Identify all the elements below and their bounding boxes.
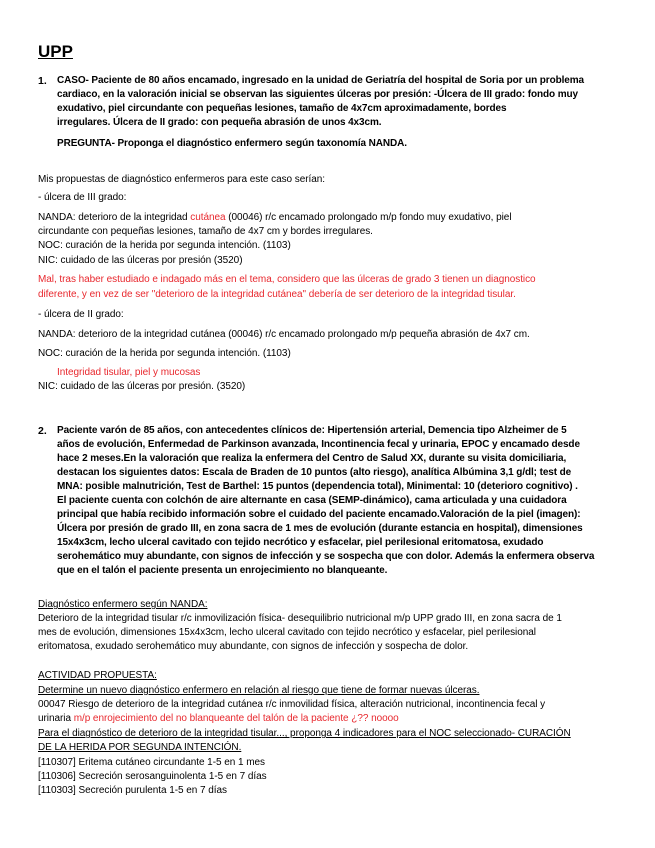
red-note: Integridad tisular, piel y mucosas (57, 367, 201, 378)
q1-case-line: irregulares. Úlcera de II grado: con pequeña abrasión de unos 4x3cm. (57, 117, 382, 128)
answer1-intro: Mis propuestas de diagnóstico enfermeros para este caso serían: (38, 174, 326, 185)
indicator-item: [110306] Secreción serosanguinolenta 1-5 en 7 días (38, 771, 267, 782)
indicator-item: [110303] Secreción purulenta 1-5 en 7 días (38, 785, 227, 796)
para-line-2: DE LA HERIDA POR SEGUNDA INTENCIÓN. (38, 742, 242, 753)
activity-heading: ACTIVIDAD PROPUESTA: (38, 670, 157, 681)
nanda3-line2: circundante con pequeñas lesiones, tamaño de 4x7 cm y bordes irregulares. (38, 226, 373, 237)
q2-line: El paciente cuenta con colchón de aire alternante en casa (SEMP-dinámico), cama articulada y una cuidadora (57, 495, 567, 506)
q2-line: años de evolución, Enfermedad de Parkinson avanzada, Incontinencia fecal y urinaria, EPOC y encamado desde (57, 439, 580, 450)
risk-line-1: 00047 Riesgo de deterioro de la integridad cutánea r/c inmovilidad física, alteración nutricional, incontinencia fecal y (38, 699, 546, 710)
nic3: NIC: cuidado de las úlceras por presión (3520) (38, 255, 243, 266)
q2-line: serohemático muy abundante, con signos de infección y se sospecha que con dolor. Además la enfermera observa (57, 551, 595, 562)
q2-line: 15x4x3cm, lecho ulceral cavitado con tejido necrótico y esfacelar, piel perilesional eritomatosa, exudado (57, 537, 544, 548)
diag-line: Deterioro de la integridad tisular r/c inmovilización física- desequilibrio nutricional m/p UPP grado III, en zona sacra de 1 (38, 613, 562, 624)
nanda3-post: (00046) r/c encamado prolongado m/p fondo muy exudativo, piel (225, 212, 512, 223)
q2-line: principal que había recibido información sobre el cuidado del paciente encamado.Valoración de la piel (imagen): (57, 509, 581, 520)
q2-line: hace 2 meses.En la valoración que realiza la enfermera del Centro de Salud XX, durante su visita domiciliaria, (57, 453, 567, 464)
risk-line-2 (38, 713, 399, 724)
nanda3-red-word: cutánea (190, 212, 226, 223)
page-title: UPP (38, 42, 73, 61)
q2-line: Úlcera por presión de grado III, en zona sacra de 1 mes de evolución (durante estancia en hospital), dimensiones (57, 523, 583, 534)
q1-case-line: cardiaco, en la valoración inicial se observan las siguientes úlceras por presión: -Úlcera de III grado: fondo muy (57, 89, 578, 100)
question-2-number: 2. (38, 425, 47, 437)
nanda3-pre: NANDA: deterioro de la integridad (38, 212, 191, 223)
ulcer2-heading: - úlcera de II grado: (38, 309, 124, 320)
diag-line: eritomatosa, exudado serohemático muy abundante, con signos de infección y sospecha de dolor. (38, 641, 469, 652)
activity-task: Determine un nuevo diagnóstico enfermero en relación al riesgo que tiene de formar nuevas úlceras. (38, 685, 480, 696)
q1-case-line: CASO- Paciente de 80 años encamado, ingresado en la unidad de Geriatría del hospital de Soria por un problema (57, 75, 585, 86)
q1-question: PREGUNTA- Proponga el diagnóstico enfermero según taxonomía NANDA. (57, 138, 407, 149)
indicator-item: [110307] Eritema cutáneo circundante 1-5 en 1 mes (38, 757, 265, 768)
q2-line: MNA: posible malnutrición, Test de Barthel: 15 puntos (dependencia total), Minimental: 10 (deterioro cognitivo) . (57, 481, 578, 492)
nanda3-line (38, 212, 512, 223)
question-1-number: 1. (38, 75, 47, 87)
q2-line: destacan los siguientes datos: Escala de Braden de 10 puntos (alto riesgo), analítica Albúmina 3,1 g/dl; test de (57, 467, 572, 478)
noc2: NOC: curación de la herida por segunda intención. (1103) (38, 348, 291, 359)
nic2: NIC: cuidado de las úlceras por presión. (3520) (38, 381, 246, 392)
q2-line: que en el talón el paciente presenta un enrojecimiento no blanqueante. (57, 565, 388, 576)
risk-line-2-pre: urinaria (38, 713, 74, 724)
ulcer3-heading: - úlcera de III grado: (38, 192, 127, 203)
answer2-heading: Diagnóstico enfermero según NANDA: (38, 599, 208, 610)
para-line-1: Para el diagnóstico de deterioro de la integridad tisular..., proponga 4 indicadores para el NOC seleccionado- CURACIÓN (38, 728, 571, 739)
diag-line: mes de evolución, dimensiones 15x4x3cm, lecho ulceral cavitado con tejido necrótico y esfacelar, piel perilesional (38, 627, 536, 638)
correction-line: Mal, tras haber estudiado e indagado más en el tema, considero que las úlceras de grado 3 tienen un diagnostico (38, 274, 536, 285)
noc3: NOC: curación de la herida por segunda intención. (1103) (38, 240, 291, 251)
q2-line: Paciente varón de 85 años, con antecedentes clínicos de: Hipertensión arterial, Demencia tipo Alzheimer de 5 (57, 425, 567, 436)
nanda2: NANDA: deterioro de la integridad cutánea (00046) r/c encamado prolongado m/p pequeña abrasión de 4x7 cm. (38, 329, 530, 340)
q1-case-line: exudativo, piel circundante con pequeñas lesiones, tamaño de 4x7cm aproximadamente, bordes (57, 103, 507, 114)
risk-line-2-red: m/p enrojecimiento del no blanqueante del talón de la paciente ¿?? noooo (73, 713, 399, 724)
correction-line: diferente, y en vez de ser "deterioro de la integridad cutánea" debería de ser deterioro de la integridad tisular. (38, 289, 516, 300)
